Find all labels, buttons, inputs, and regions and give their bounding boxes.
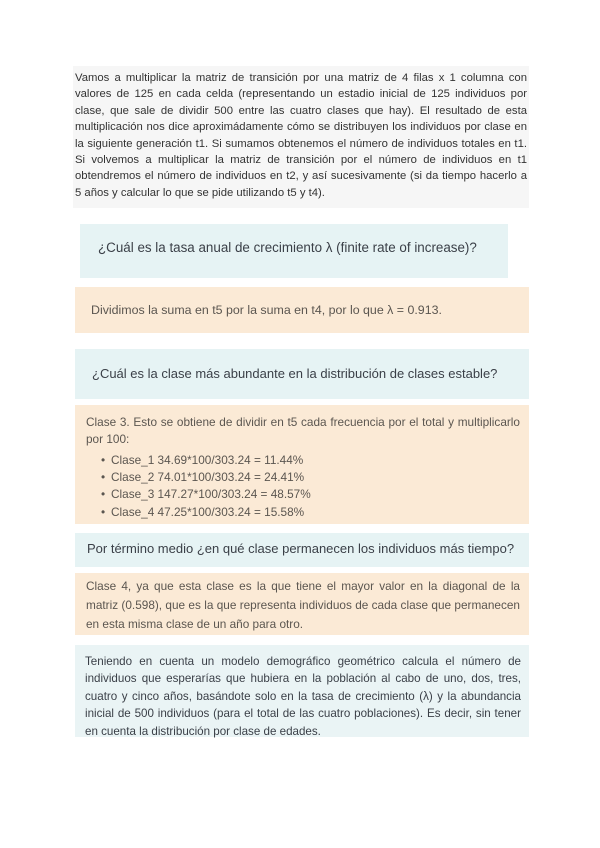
answer-longest-stay-text: Clase 4, ya que esta clase es la que tiene el mayor valor en la diagonal de la matriz (0.598), que es la que representa individuos de cada clase que permanecen en esta misma clase de un año para otro. bbox=[86, 579, 520, 631]
answer-growth-rate-text: Dividimos la suma en t5 por la suma en t4, por lo que λ = 0.913. bbox=[91, 303, 442, 317]
answer-abundant-class bbox=[75, 405, 529, 524]
answer-longest-stay bbox=[75, 573, 529, 635]
exercise-prompt-text: Teniendo en cuenta un modelo demográfico geométrico calcula el número de individuos que esperarías que hubiera en la población al cabo de uno, dos, tres, cuatro y cinco años, basándote solo en la tasa de crecimiento (λ) y la abundancia inicial de 500 individuos (para el total de las cuatro poblaciones). Es decir, sin tener en cuenta la distribución por clase de edades. bbox=[85, 655, 521, 738]
question-growth-rate-text: ¿Cuál es la tasa anual de crecimiento λ (finite rate of increase)? bbox=[98, 240, 477, 255]
question-growth-rate bbox=[80, 224, 508, 278]
question-longest-stay bbox=[75, 533, 529, 567]
question-longest-stay-text: Por término medio ¿en qué clase permanecen los individuos más tiempo? bbox=[87, 541, 515, 556]
list-item: • Clase_3 147.27*100/303.24 = 48.57% bbox=[101, 486, 520, 503]
intro-paragraph: Vamos a multiplicar la matriz de transición por una matriz de 4 filas x 1 columna con valores de 125 en cada celda (representando un estadio inicial de 125 individuos por clase, que sale de dividir 500 entre las cuatro clases que hay). El resultado de esta multiplicación nos dice aproximádamente cómo se distribuyen los individuos por clase en la siguiente generación t1. Si sumamos obtenemos el número de individuos totales en t1. Si volvemos a multiplicar la matriz de transición por el número de individuos en t1 obtendremos el número de individuos en t2, y así sucesivamente (si da tiempo hacerlo a 5 años y calcular lo que se pide utilizando t5 y t4). bbox=[73, 66, 529, 208]
answer-growth-rate bbox=[75, 287, 529, 333]
list-item: • Clase_2 74.01*100/303.24 = 24.41% bbox=[101, 469, 520, 486]
answer-abundant-class-text: Clase 3. Esto se obtiene de dividir en t5 cada frecuencia por el total y multiplicarlo por 100: bbox=[86, 415, 520, 446]
question-abundant-class bbox=[75, 349, 529, 399]
list-item: • Clase_1 34.69*100/303.24 = 11.44% bbox=[101, 452, 520, 469]
exercise-prompt bbox=[75, 645, 529, 737]
list-item: • Clase_4 47.25*100/303.24 = 15.58% bbox=[101, 504, 520, 521]
class-percentage-list bbox=[86, 452, 520, 521]
question-abundant-class-text: ¿Cuál es la clase más abundante en la distribución de clases estable? bbox=[92, 366, 498, 381]
